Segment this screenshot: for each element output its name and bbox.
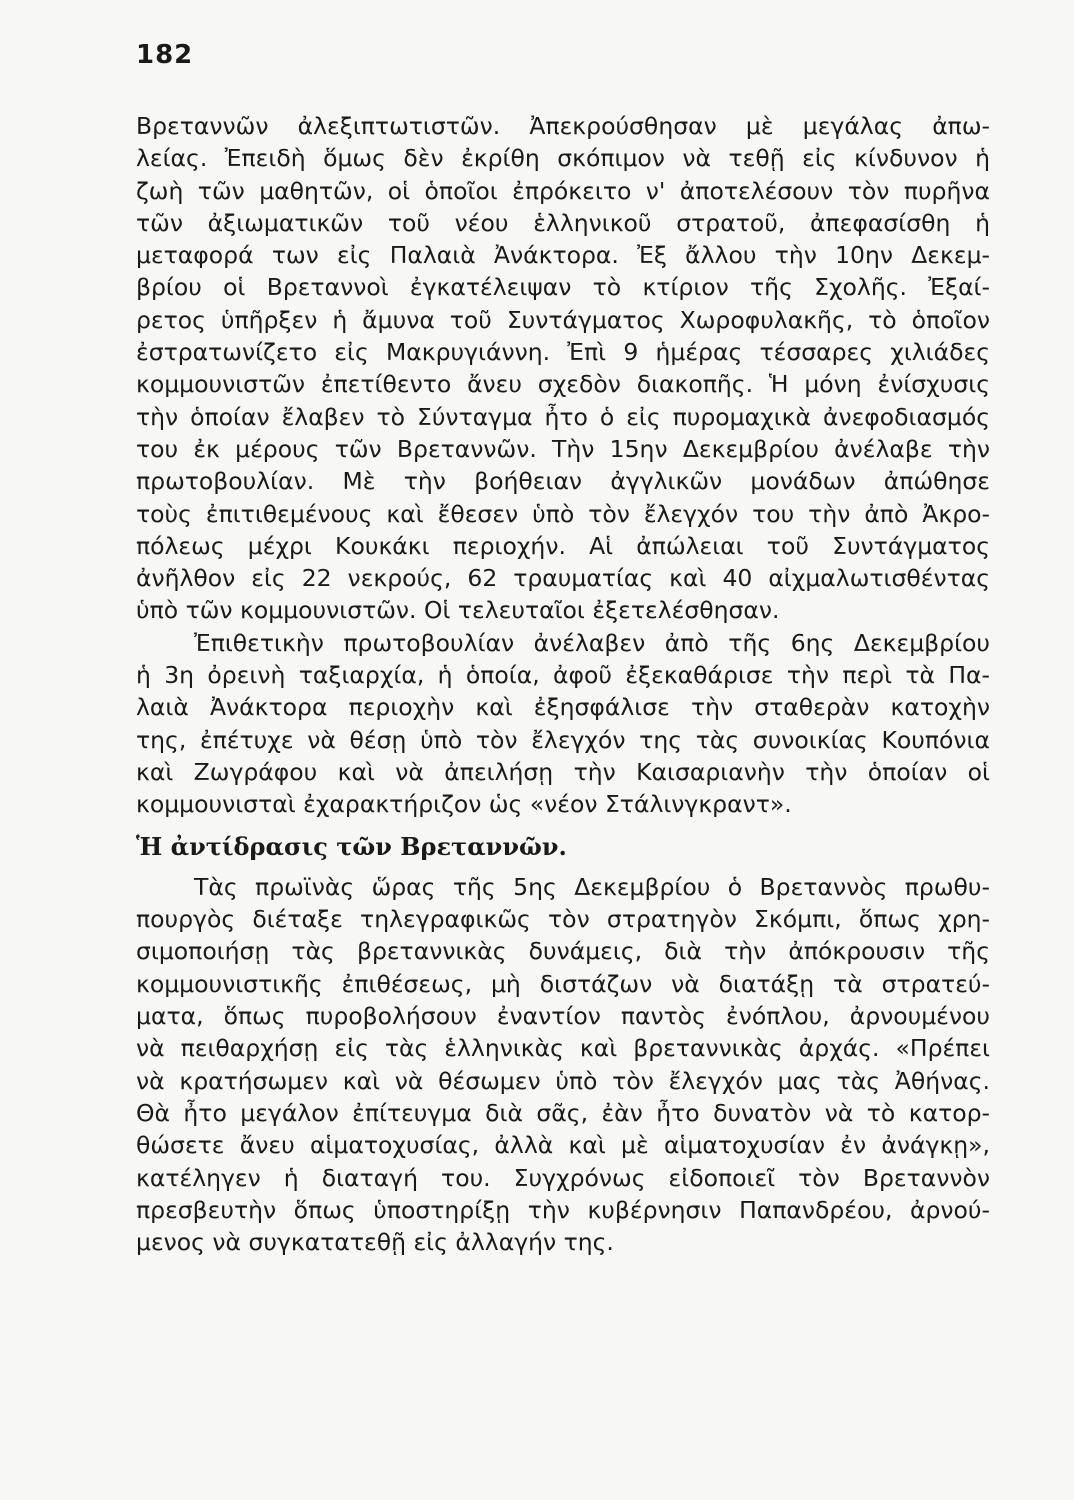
text-line: καὶ Ζωγράφου καὶ νὰ ἀπειλήσῃ τὴν Καισαριανὴν τὴν ὁποίαν οἱ xyxy=(136,757,990,786)
text-line: πρεσβευτὴν ὅπως ὑποστηρίξῃ τὴν κυβέρνησιν Παπανδρέου, ἀρνού- xyxy=(136,1195,990,1224)
text-line: ρετος ὑπῆρξεν ἡ ἄμυνα τοῦ Συντάγματος Χωροφυλακῆς, τὸ ὁποῖον xyxy=(136,305,990,334)
text-line: ἀνῆλθον εἰς 22 νεκρούς, 62 τραυματίας καὶ 40 αἰχμαλωτισθέντας xyxy=(136,564,990,593)
section-heading: Ἡ ἀντίδρασις τῶν Βρεταννῶν. xyxy=(136,831,567,861)
text-line: πρωτοβουλίαν. Μὲ τὴν βοήθειαν ἀγγλικῶν μονάδων ἀπώθησε xyxy=(136,467,990,496)
paragraph-2 xyxy=(136,627,990,821)
text-line: μενος νὰ συγκατατεθῇ εἰς ἀλλαγήν της. xyxy=(136,1228,614,1257)
text-line: κατέληγεν ἡ διαταγή του. Συγχρόνως εἰδοποιεῖ τὸν Βρεταννὸν xyxy=(136,1163,990,1192)
text-line: σιμοποιήσῃ τὰς βρεταννικὰς δυνάμεις, διὰ τὴν ἀπόκρουσιν τῆς xyxy=(136,937,990,966)
text-line: τὴν ὁποίαν ἔλαβεν τὸ Σύνταγμα ἦτο ὁ εἰς πυρομαχικὰ ἀνεφοδιασμός xyxy=(136,402,990,431)
text-line: ὑπὸ τῶν κομμουνιστῶν. Οἱ τελευταῖοι ἐξετελέσθησαν. xyxy=(136,596,780,625)
text-line: του ἐκ μέρους τῶν Βρεταννῶν. Τὴν 15ην Δεκεμβρίου ἀνέλαβε τὴν xyxy=(136,434,990,463)
body-text xyxy=(136,110,990,1258)
text-line: μεταφορά των εἰς Παλαιὰ Ἀνάκτορα. Ἐξ ἄλλου τὴν 10ην Δεκεμ- xyxy=(136,241,990,270)
paragraph-3 xyxy=(136,871,990,1259)
text-line: κομμουνιστικῆς ἐπιθέσεως, μὴ διστάζων νὰ διατάξῃ τὰ στρατεύ- xyxy=(136,969,990,998)
text-line: νὰ κρατήσωμεν καὶ νὰ θέσωμεν ὑπὸ τὸν ἔλεγχόν μας τὰς Ἀθήνας. xyxy=(136,1066,990,1095)
text-line: ἐστρατωνίζετο εἰς Μακρυγιάννη. Ἐπὶ 9 ἡμέρας τέσσαρες χιλιάδες xyxy=(136,338,990,367)
text-line: τῶν ἀξιωματικῶν τοῦ νέου ἑλληνικοῦ στρατοῦ, ἀπεφασίσθη ἡ xyxy=(136,208,990,237)
text-line: τοὺς ἐπιτιθεμένους καὶ ἔθεσεν ὑπὸ τὸν ἔλεγχόν του τὴν ἀπὸ Ἀκρο- xyxy=(136,499,990,528)
text-line: βρίου οἱ Βρεταννοὶ ἐγκατέλειψαν τὸ κτίριον τῆς Σχολῆς. Ἐξαί- xyxy=(136,273,990,302)
text-line: Τὰς πρωϊνὰς ὥρας τῆς 5ης Δεκεμβρίου ὁ Βρεταννὸς πρωθυ- xyxy=(194,872,990,901)
text-line: λείας. Ἐπειδὴ ὅμως δὲν ἐκρίθη σκόπιμον νὰ τεθῇ εἰς κίνδυνον ἡ xyxy=(136,144,990,173)
text-line: Ἐπιθετικὴν πρωτοβουλίαν ἀνέλαβεν ἀπὸ τῆς 6ης Δεκεμβρίου xyxy=(194,628,990,657)
page-number: 182 xyxy=(136,40,194,70)
text-line: πουργὸς διέταξε τηλεγραφικῶς τὸν στρατηγὸν Σκόμπι, ὅπως χρη- xyxy=(136,905,990,934)
text-line: ζωὴ τῶν μαθητῶν, οἱ ὁποῖοι ἐπρόκειτο ν' ἀποτελέσουν τὸν πυρῆνα xyxy=(136,176,990,205)
text-line: πόλεως μέχρι Κουκάκι περιοχήν. Αἱ ἀπώλειαι τοῦ Συντάγματος xyxy=(136,531,990,560)
text-line: Θὰ ἦτο μεγάλον ἐπίτευγμα διὰ σᾶς, ἐὰν ἦτο δυνατὸν νὰ τὸ κατορ- xyxy=(136,1098,990,1127)
paragraph-1 xyxy=(136,110,990,627)
text-line: θώσετε ἄνευ αἱματοχυσίας, ἀλλὰ καὶ μὲ αἱματοχυσίαν ἐν ἀνάγκῃ», xyxy=(136,1131,990,1160)
text-line: κομμουνιστῶν ἐπετίθεντο ἄνευ σχεδὸν διακοπῆς. Ἡ μόνη ἐνίσχυσις xyxy=(136,370,990,399)
text-line: νὰ πειθαρχήσῃ εἰς τὰς ἑλληνικὰς καὶ βρεταννικὰς ἀρχάς. «Πρέπει xyxy=(136,1034,990,1063)
text-line: Βρεταννῶν ἀλεξιπτωτιστῶν. Ἀπεκρούσθησαν μὲ μεγάλας ἀπω- xyxy=(136,112,990,140)
text-line: ἡ 3η ὀρεινὴ ταξιαρχία, ἡ ὁποία, ἀφοῦ ἐξεκαθάρισε τὴν περὶ τὰ Πα- xyxy=(136,661,990,690)
text-line: της, ἐπέτυχε νὰ θέσῃ ὑπὸ τὸν ἔλεγχόν της τὰς συνοικίας Κουπόνια xyxy=(136,725,990,754)
text-line: λαιὰ Ἀνάκτορα περιοχὴν καὶ ἐξησφάλισε τὴν σταθερὰν κατοχὴν xyxy=(136,693,990,722)
text-line: κομμουνισταὶ ἐχαρακτήριζον ὡς «νέον Στάλινγκραντ». xyxy=(136,790,792,819)
text-line: ματα, ὅπως πυροβολήσουν ἐναντίον παντὸς ἐνόπλου, ἀρνουμένου xyxy=(136,1002,990,1031)
